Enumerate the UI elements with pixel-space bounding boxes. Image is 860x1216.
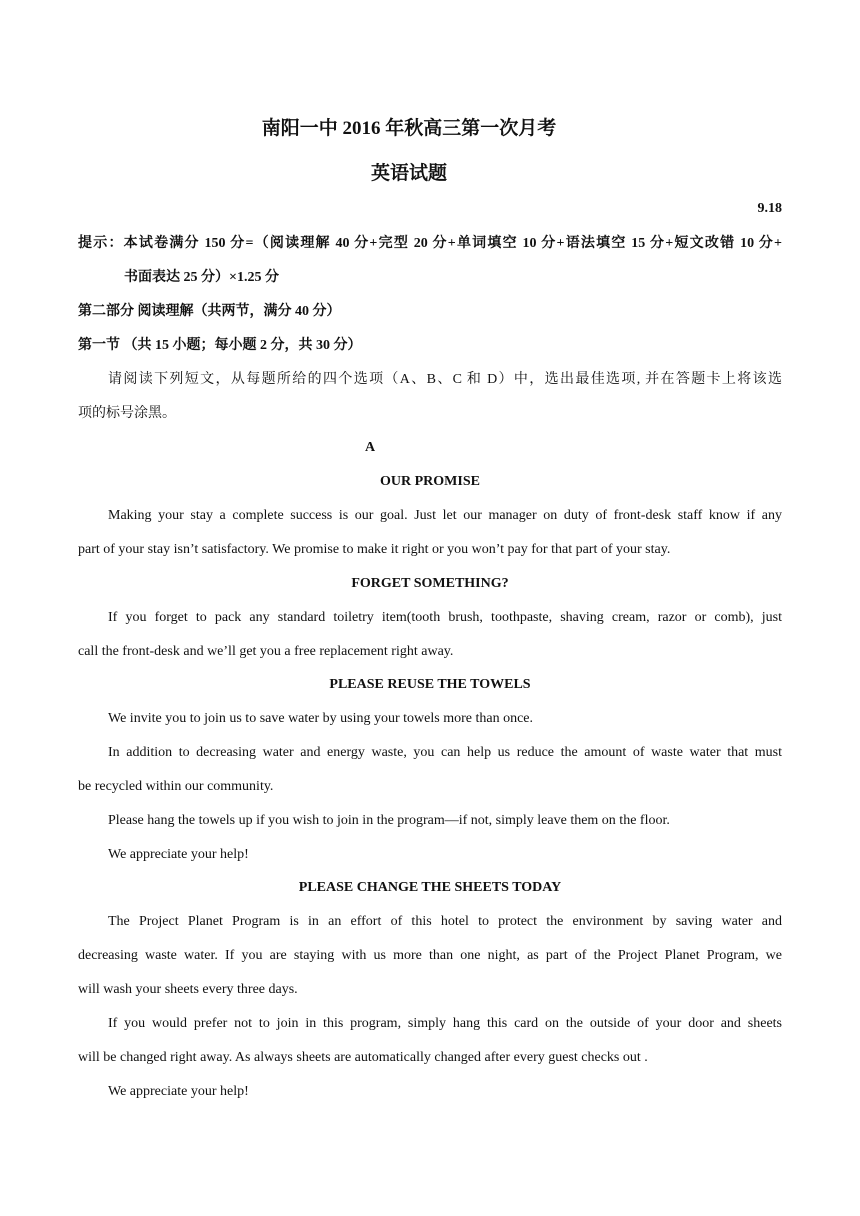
paragraph-line: We appreciate your help! [108, 847, 249, 862]
paragraph-line: Making your stay a complete success is our goal. Just let our manager on duty of front-desk staff know if any [108, 508, 782, 523]
paragraph-line: In addition to decreasing water and energy waste, you can help us reduce the amount of waste water that must [108, 745, 782, 760]
passage-label: A [364, 440, 376, 455]
paragraph-line: call the front-desk and we’ll get you a free replacement right away. [78, 644, 454, 659]
heading-forget-something: FORGET SOMETHING? [351, 576, 509, 591]
paragraph-line: part of your stay isn’t satisfactory. We promise to make it right or you won’t pay for that part of your stay. [78, 542, 671, 557]
heading-reuse-towels: PLEASE REUSE THE TOWELS [329, 677, 531, 692]
paragraph-line: be recycled within our community. [78, 779, 274, 794]
paragraph-line: The Project Planet Program is in an effort of this hotel to protect the environment by saving water and [108, 914, 782, 929]
paragraph-line: If you would prefer not to join in this program, simply hang this card on the outside of your door and sheets [108, 1016, 782, 1031]
paragraph-line: If you forget to pack any standard toiletry item(tooth brush, toothpaste, shaving cream, razor or comb), just [108, 610, 782, 625]
heading-our-promise: OUR PROMISE [380, 474, 480, 489]
paragraph-line: decreasing waste water. If you are staying with us more than one night, as part of the Project Planet Program, we [78, 948, 782, 963]
paragraph-line: We appreciate your help! [108, 1084, 249, 1099]
hint-line-1: 提示：本试卷满分 150 分=（阅读理解 40 分+完型 20 分+单词填空 10 分+语法填空 15 分+短文改错 10 分+ [78, 236, 782, 251]
paragraph-line: We invite you to join us to save water by using your towels more than once. [108, 711, 534, 726]
hint-line-2: 书面表达 25 分）×1.25 分 [124, 270, 279, 285]
part-two-heading: 第二部分 阅读理解（共两节，满分 40 分） [78, 304, 341, 319]
heading-change-sheets: PLEASE CHANGE THE SHEETS TODAY [298, 880, 562, 895]
exam-title: 南阳一中 2016 年秋高三第一次月考 [261, 118, 557, 139]
section-one-heading: 第一节 （共 15 小题；每小题 2 分，共 30 分） [78, 338, 362, 353]
instructions-line-2: 项的标号涂黑。 [78, 406, 176, 421]
paragraph-line: will be changed right away. As always sheets are automatically changed after every guest checks out . [78, 1050, 648, 1065]
paragraph-line: Please hang the towels up if you wish to join in the program—if not, simply leave them on the floor. [108, 813, 670, 828]
exam-date: 9.18 [757, 201, 782, 216]
paragraph-line: will wash your sheets every three days. [78, 982, 298, 997]
instructions-line-1: 请阅读下列短文，从每题所给的四个选项（A、B、C 和 D）中，选出最佳选项, 并在答题卡上将该选 [108, 372, 782, 387]
exam-subtitle: 英语试题 [370, 163, 447, 184]
